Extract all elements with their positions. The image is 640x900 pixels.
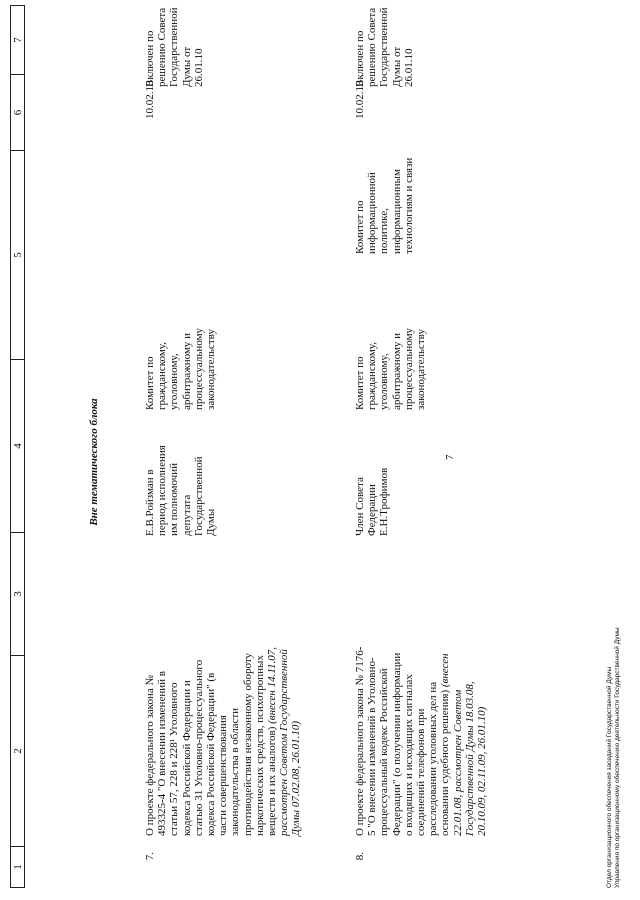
row-number: 7. bbox=[144, 852, 156, 861]
column-header-5: 5 bbox=[11, 151, 25, 360]
column-header-table bbox=[10, 5, 25, 888]
co-committee: Комитет по информационной политике, информационным технологиям и связи bbox=[354, 157, 415, 254]
footer bbox=[606, 627, 621, 888]
bill-title-note: (внесен 14.11.07, рассмотрен Советом Государственной Думы 07.02.08, 26.01.10) bbox=[266, 646, 303, 836]
column-header-4: 4 bbox=[11, 360, 25, 533]
bill-title-text: О проекте федерального закона № 493325-4 "О внесении изменений в статьи 57, 228 и 228¹ Уголовного кодекса Российской Федерации и статью 31 Уголовно-процессуального кодекса Российской Федерации" (в части совершенствования законодательства в области противодействия незаконному обороту наркотических средств, психотропных веществ и их аналогов) bbox=[144, 653, 279, 836]
date: 10.02.10 bbox=[354, 80, 366, 119]
column-header-2: 2 bbox=[11, 656, 25, 847]
bill-title bbox=[144, 646, 303, 836]
footer-line-1: Отдел организационного обеспечения заседаний Государственной Думы bbox=[606, 666, 613, 888]
status: Включен по решению Совета Государственной Думы от 26.01.10 bbox=[144, 7, 205, 87]
bill-title-note: (внесен 22.01.08, рассмотрен Советом Государственной Думы 18.03.08, 20.10.09, 02.11.09, 26.01.10) bbox=[439, 653, 489, 836]
column-header-6: 6 bbox=[11, 75, 25, 151]
lead-committee: Комитет по гражданскому, уголовному, арбитражному и процессуальному законодательству bbox=[354, 327, 428, 410]
bill-title-text: О проекте федерального закона № 7176-5 "О внесении изменений в Уголовно-процессуальный кодекс Российской Федерации" (о получении информации о входящих и исходящих сигналах соединений телефонов при расследовании уголовных дел на основании судебного решения) bbox=[354, 646, 452, 836]
section-title: Вне тематического блока bbox=[88, 398, 100, 526]
column-header-7: 7 bbox=[11, 6, 25, 75]
footer-line-2: Управления по организационному обеспечению деятельности Государственной Думы bbox=[613, 627, 621, 888]
bill-author: Член Совета Федерации Е.Н.Трофимов bbox=[354, 467, 391, 536]
row-number: 8. bbox=[354, 852, 366, 861]
bill-author: Е.В.Ройзман в период исполнения им полномочий депутата Государственной Думы bbox=[144, 445, 218, 536]
bill-title bbox=[354, 646, 488, 836]
date: 10.02.10 bbox=[144, 80, 156, 119]
lead-committee: Комитет по гражданскому, уголовному, арбитражному и процессуальному законодательству bbox=[144, 327, 218, 410]
status: Включен по решению Совета Государственной Думы от 26.01.10 bbox=[354, 7, 415, 87]
column-header-1: 1 bbox=[11, 847, 25, 888]
page-number: 7 bbox=[444, 454, 456, 460]
column-header-3: 3 bbox=[11, 533, 25, 656]
